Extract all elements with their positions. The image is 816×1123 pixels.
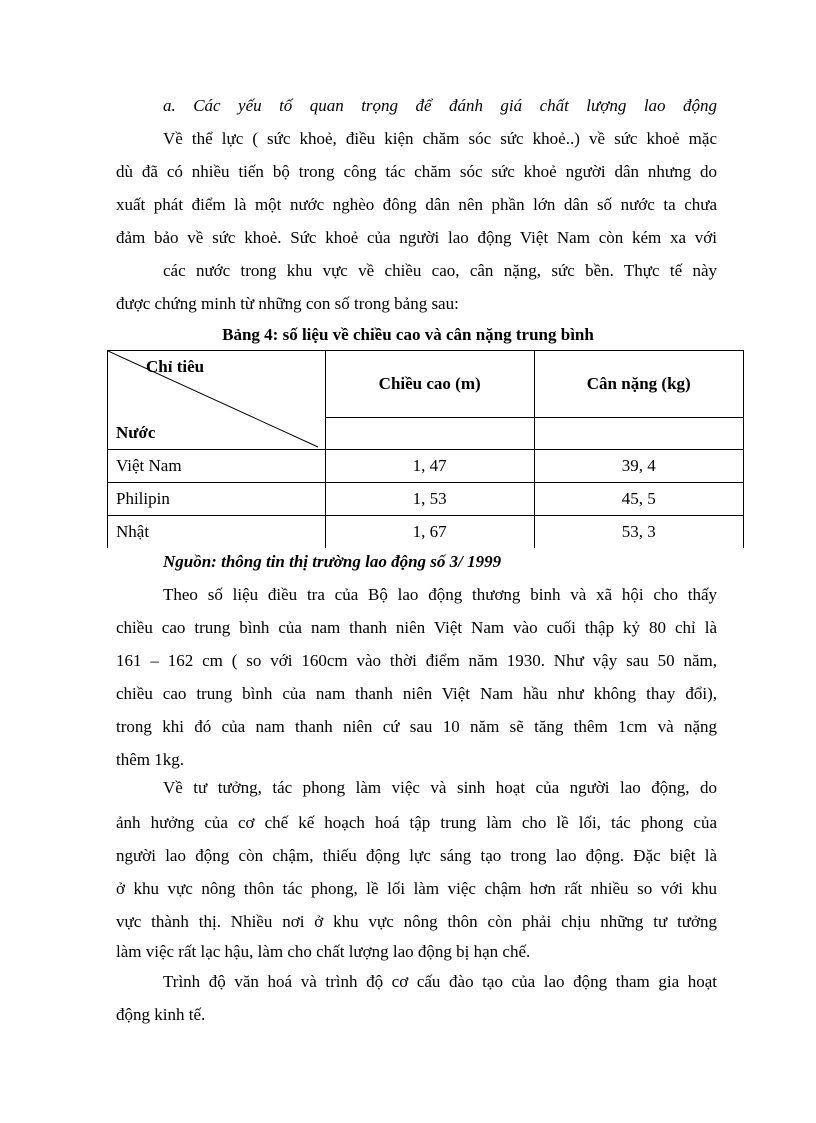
paragraph-line: trong khi đó của nam thanh niên cứ sau 10 năm sẽ tăng thêm 1cm và nặng — [116, 717, 717, 736]
country-cell: Việt Nam — [108, 450, 326, 483]
table-row — [108, 516, 744, 549]
header-indicator: Chỉ tiêu — [146, 357, 205, 376]
header-country: Nước — [116, 423, 156, 442]
diagonal-header-cell — [108, 351, 326, 450]
country-cell: Nhật — [108, 516, 326, 549]
column-header-height: Chiều cao (m) — [325, 351, 534, 418]
paragraph-line: đảm bảo về sức khoẻ. Sức khoẻ của người lao động Việt Nam còn kém xa với — [116, 228, 717, 247]
paragraph-line: 161 – 162 cm ( so với 160cm vào thời điểm năm 1930. Như vậy sau 50 năm, — [116, 651, 717, 670]
paragraph-line: Về tư tưởng, tác phong làm việc và sinh hoạt của người lao động, do — [163, 778, 717, 797]
paragraph-line: vực thành thị. Nhiều nơi ở khu vực nông thôn còn phải chịu những tư tưởng — [116, 912, 717, 931]
height-cell: 1, 47 — [325, 450, 534, 483]
weight-cell: 39, 4 — [534, 450, 744, 483]
empty-cell — [325, 418, 534, 450]
table-row — [108, 450, 744, 483]
paragraph-line: xuất phát điểm là một nước nghèo đông dân nên phần lớn dân số nước ta chưa — [116, 195, 717, 214]
paragraph-line: ở khu vực nông thôn tác phong, lề lối làm việc chậm hơn rất nhiều so với khu — [116, 879, 717, 898]
paragraph-line: các nước trong khu vực về chiều cao, cân nặng, sức bền. Thực tế này — [163, 261, 717, 280]
column-header-weight: Cân nặng (kg) — [534, 351, 744, 418]
empty-cell — [534, 418, 744, 450]
paragraph-line: động kinh tế. — [116, 1005, 206, 1024]
weight-cell: 53, 3 — [534, 516, 744, 549]
table-caption: Bảng 4: số liệu về chiều cao và cân nặng trung bình — [222, 325, 594, 344]
paragraph-line: được chứng minh từ những con số trong bảng sau: — [116, 294, 459, 313]
data-table — [107, 350, 744, 548]
height-cell: 1, 67 — [325, 516, 534, 549]
weight-cell: 45, 5 — [534, 483, 744, 516]
country-cell: Philipin — [108, 483, 326, 516]
table-source: Nguồn: thông tin thị trường lao động số 3/ 1999 — [163, 552, 502, 571]
section-heading: a. Các yếu tố quan trọng để đánh giá chất lượng lao động — [163, 96, 717, 115]
paragraph-line: làm việc rất lạc hậu, làm cho chất lượng lao động bị hạn chế. — [116, 942, 531, 961]
paragraph-line: chiều cao trung bình của nam thanh niên Việt Nam vào cuối thập kỷ 80 chỉ là — [116, 618, 717, 637]
paragraph-line: Về thể lực ( sức khoẻ, điều kiện chăm sóc sức khoẻ..) về sức khoẻ mặc — [163, 129, 717, 148]
paragraph-line: Trình độ văn hoá và trình độ cơ cấu đào tạo của lao động tham gia hoạt — [163, 972, 717, 991]
paragraph-line: dù đã có nhiều tiến bộ trong công tác chăm sóc sức khoẻ người dân nhưng do — [116, 162, 717, 181]
paragraph-line: người lao động còn chậm, thiếu động lực sáng tạo trong lao động. Đặc biệt là — [116, 846, 717, 865]
paragraph-line: thêm 1kg. — [116, 750, 184, 769]
height-cell: 1, 53 — [325, 483, 534, 516]
paragraph-line: chiều cao trung bình của nam thanh niên Việt Nam hầu như không thay đổi), — [116, 684, 717, 703]
paragraph-line: Theo số liệu điều tra của Bộ lao động thương binh và xã hội cho thấy — [163, 585, 717, 604]
table-row — [108, 483, 744, 516]
paragraph-line: ảnh hưởng của cơ chế kế hoạch hoá tập trung làm cho lề lối, tác phong của — [116, 813, 717, 832]
